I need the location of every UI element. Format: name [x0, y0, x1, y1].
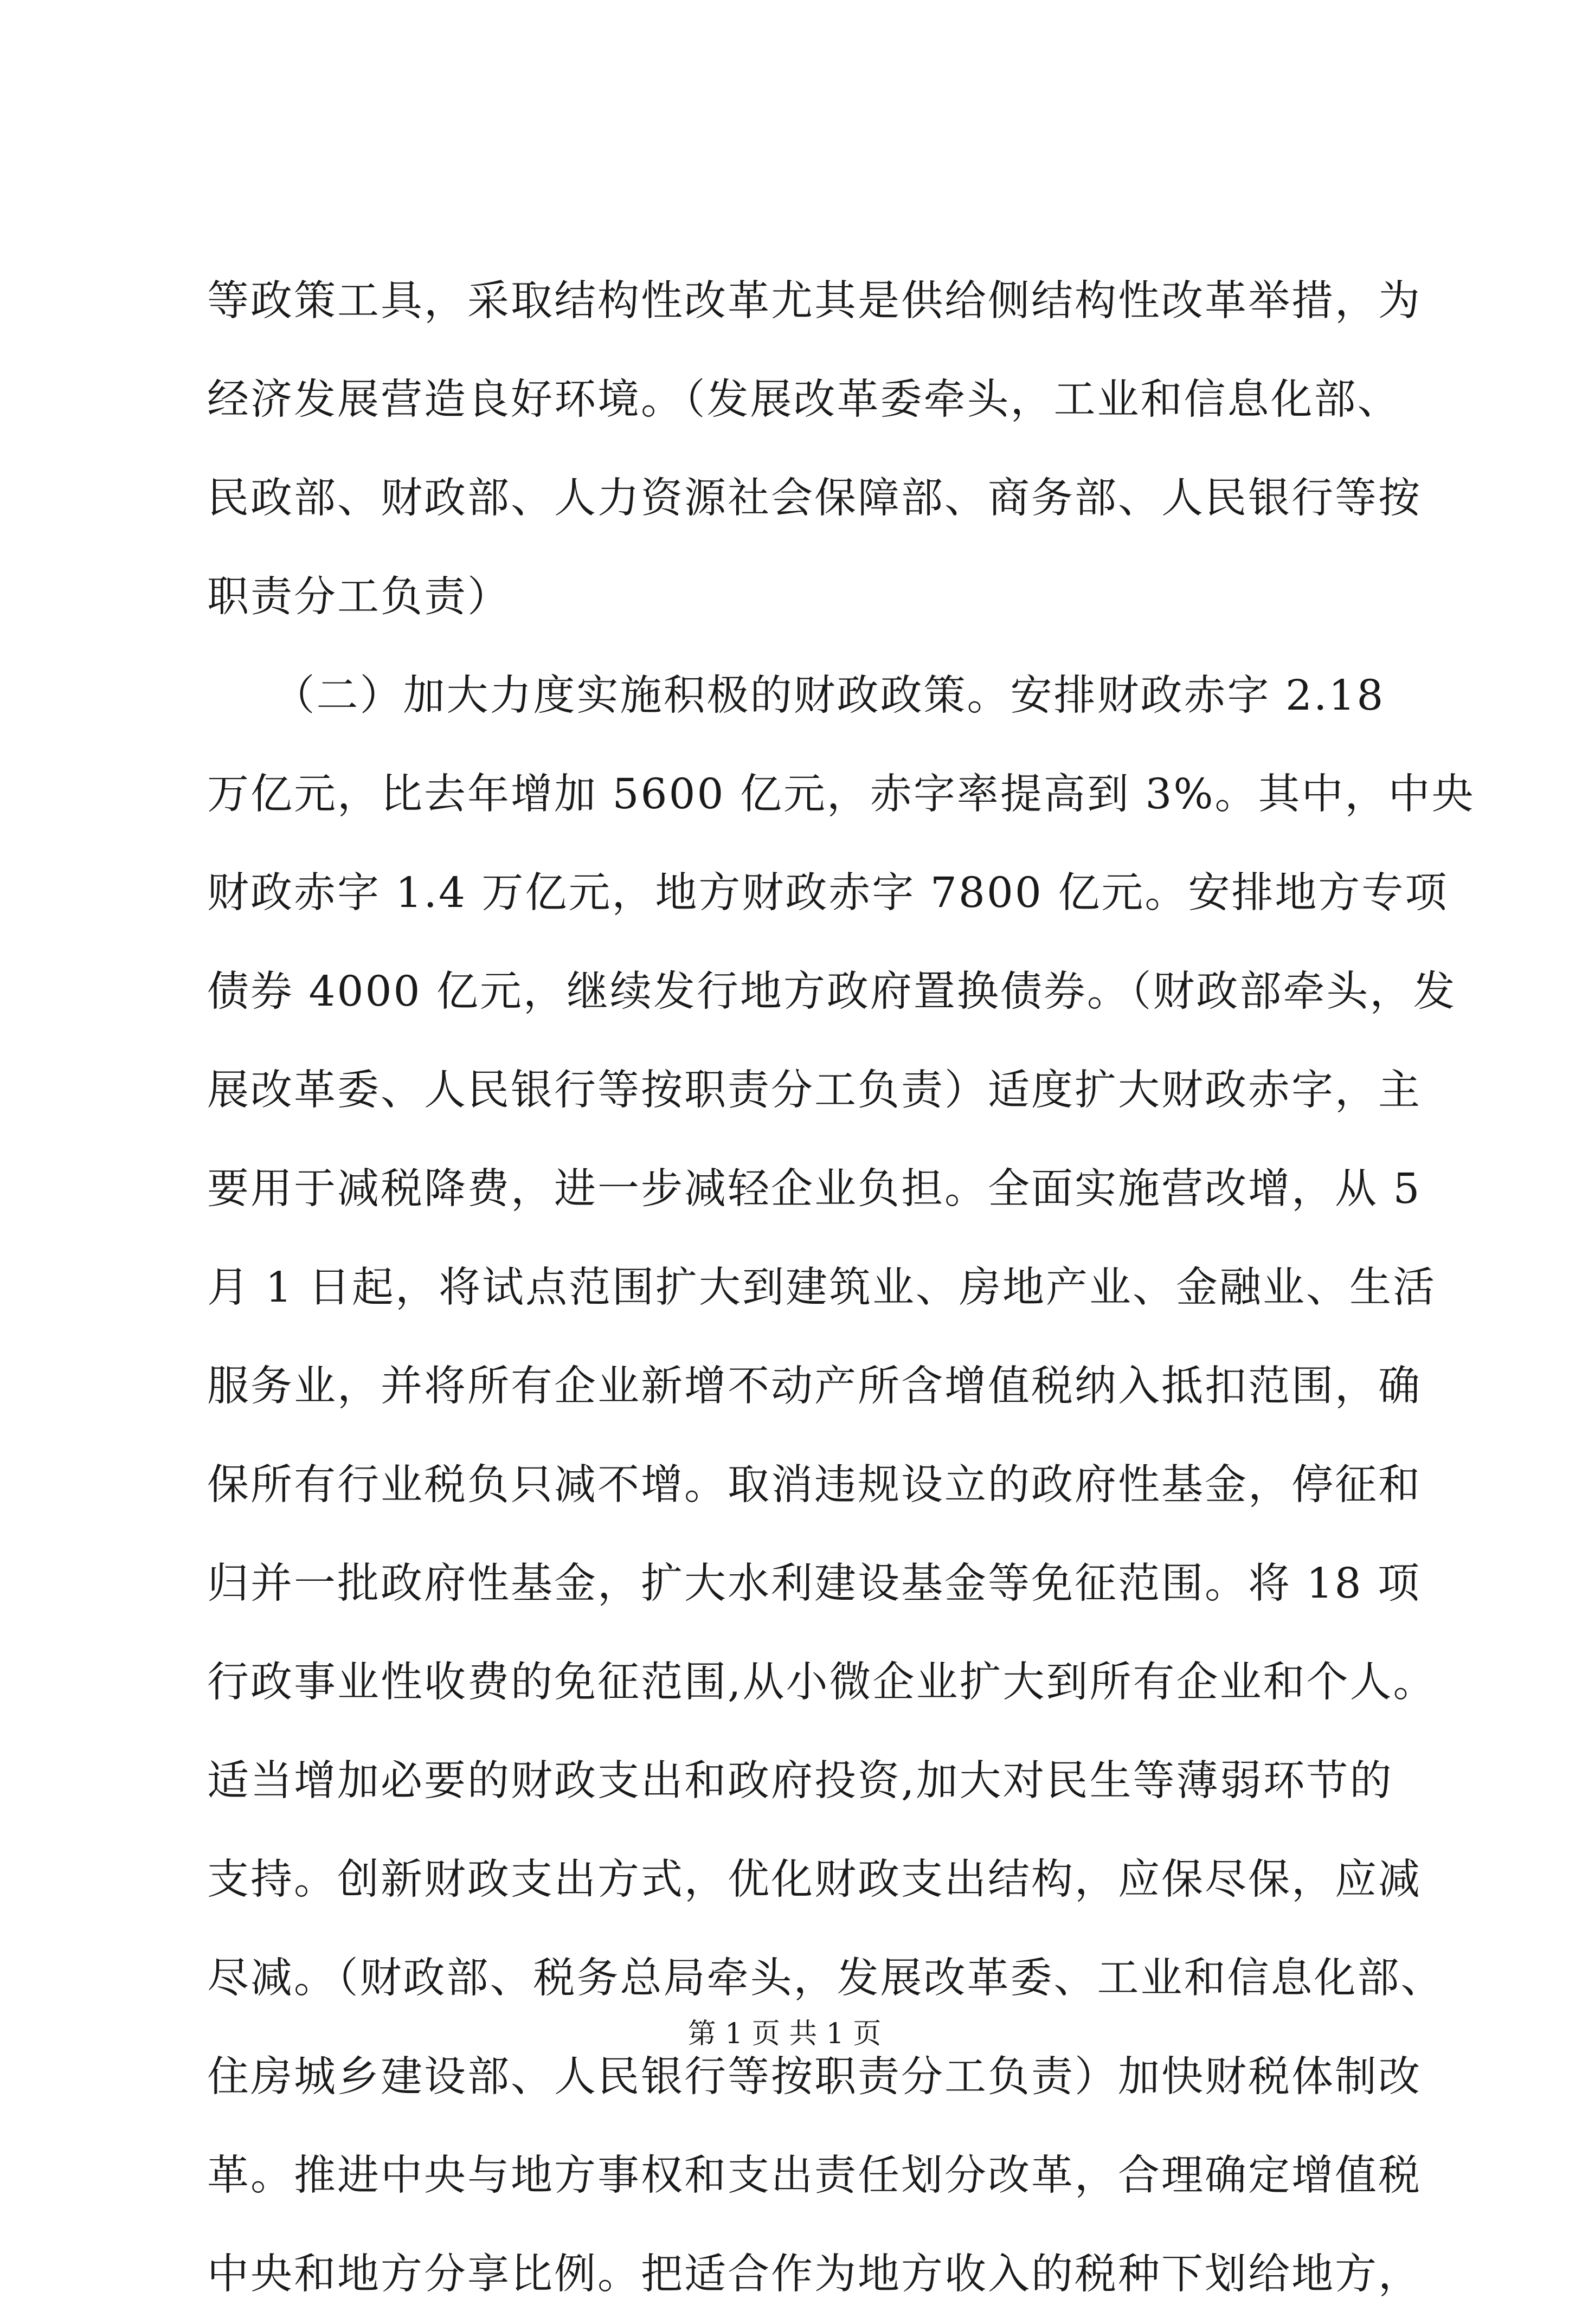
- text-line: 经济发展营造良好环境。（发展改革委牵头，工业和信息化部、: [207, 376, 1401, 424]
- text-line: 行政事业性收费的免征范围,从小微企业扩大到所有企业和个人。: [207, 1658, 1437, 1707]
- text-line: 财政赤字 1.4 万亿元，地方财政赤字 7800 亿元。安排地方专项: [207, 869, 1449, 917]
- text-line: 革。推进中央与地方事权和支出责任划分改革，合理确定增值税: [207, 2152, 1422, 2200]
- text-line: 展改革委、人民银行等按职责分工负责）适度扩大财政赤字，主: [207, 1066, 1422, 1115]
- text-line: 保所有行业税负只减不增。取消违规设立的政府性基金，停征和: [207, 1461, 1422, 1509]
- text-line: 职责分工负责）: [207, 573, 511, 621]
- text-line: 支持。创新财政支出方式，优化财政支出结构，应保尽保，应减: [207, 1856, 1422, 1904]
- text-line: 住房城乡建设部、人民银行等按职责分工负责）加快财税体制改: [207, 2053, 1422, 2101]
- text-line: 中央和地方分享比例。把适合作为地方收入的税种下划给地方，: [207, 2250, 1422, 2299]
- text-line: （二）加大力度实施积极的财政政策。安排财政赤字 2.18: [207, 672, 1385, 720]
- text-line: 等政策工具，采取结构性改革尤其是供给侧结构性改革举措，为: [207, 277, 1422, 325]
- text-line: 服务业，并将所有企业新增不动产所含增值税纳入抵扣范围，确: [207, 1362, 1422, 1411]
- text-line: 要用于减税降费，进一步减轻企业负担。全面实施营改增，从 5: [207, 1165, 1422, 1213]
- text-line: 归并一批政府性基金，扩大水利建设基金等免征范围。将 18 项: [207, 1560, 1421, 1608]
- text-line: 债券 4000 亿元，继续发行地方政府置换债券。（财政部牵头，发: [207, 968, 1457, 1016]
- text-line: 适当增加必要的财政支出和政府投资,加大对民生等薄弱环节的: [207, 1757, 1393, 1805]
- text-line: 尽减。（财政部、税务总局牵头，发展改革委、工业和信息化部、: [207, 1954, 1444, 2003]
- text-line: 万亿元，比去年增加 5600 亿元，赤字率提高到 3%。其中，中央: [207, 770, 1475, 819]
- page-footer: 第 1 页 共 1 页: [687, 2018, 882, 2050]
- text-line: 民政部、财政部、人力资源社会保障部、商务部、人民银行等按: [207, 474, 1422, 523]
- text-line: 月 1 日起，将试点范围扩大到建筑业、房地产业、金融业、生活: [207, 1264, 1436, 1312]
